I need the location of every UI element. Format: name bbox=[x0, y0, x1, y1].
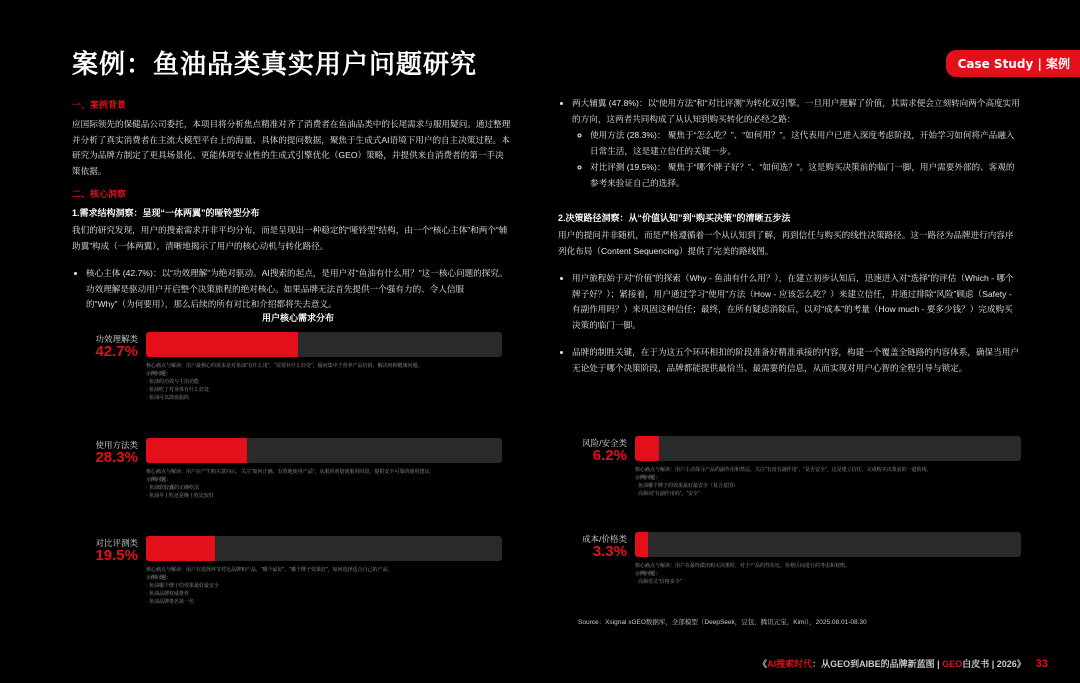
key-bullet: • 品牌的制胜关键，在于为这五个环环相扣的阶段准备好精准承接的内容，构建一个覆盖全链路的内容体系，确保当用户无论处于哪个决策阶段，品牌都能提供最恰当、最需要的信息，从而实现对用户心智的全程引导与锁定。 bbox=[572, 345, 1020, 376]
bar-note-line: · 鱼油的功效与主治功能 bbox=[146, 379, 200, 385]
bar-track bbox=[146, 438, 502, 463]
bar-note-line: · 鱼油早上吃还是晚上吃比较好 bbox=[146, 493, 215, 499]
bar-note-line: · 高频语义“价格多少” bbox=[635, 579, 682, 585]
bar-category-label: 成本/价格类 bbox=[582, 534, 627, 544]
compare-sub-bullet: ◦ 对比评测 (19.5%)： 聚焦于“哪个牌子好？”、“如何选？”。这是购买决策前的临门一脚，用户需要外部的、客观的参考来验证自己的选择。 bbox=[590, 160, 1020, 191]
section-background-heading: 一、案例背景 bbox=[72, 100, 127, 110]
bar-category-label: 功效理解类 bbox=[95, 334, 138, 344]
bar-note-line: 核心痛点与解读：用户在最终做出购买决策时，对于产品的性价比、价格区间进行的考虑和权衡。 bbox=[635, 563, 851, 569]
bar-note bbox=[635, 562, 1021, 586]
wings-bullet bbox=[572, 96, 1020, 191]
wings-bullet-text: 两大辅翼 (47.8%)：以“使用方法”和“对比评测”为转化双引擎。一旦用户理解了价值，其需求便会立刻转向两个高度实用的方向，这两者共同构成了从认知到购买转化的必经之路： bbox=[572, 98, 1020, 124]
bar-note-line: · 鱼油吃了对身体有什么好处 bbox=[146, 387, 210, 393]
footer-geo-part: GEO bbox=[942, 659, 963, 669]
core-bullet-list bbox=[72, 266, 512, 313]
bar-note-line: 示例问题： bbox=[146, 575, 172, 581]
bar-note-line: · 鱼油哪个牌子的效果最好最安全 bbox=[146, 583, 220, 589]
bar-note-line: 核心痛点与解读：用户最核心的需求是对鱼油“有什么用”、“需要补什么好处”，疑问集中于营养产品价值、解决何种健康问题。 bbox=[146, 363, 423, 369]
left-column bbox=[72, 96, 512, 314]
bar-note-line: · 鱼油哪个牌子的效果最好最安全（复合意图） bbox=[635, 483, 739, 489]
wings-bullet-list bbox=[558, 96, 1020, 191]
footer-suffix: 白皮书 | 2026》 bbox=[962, 659, 1026, 669]
bar-category-label: 风险/安全类 bbox=[582, 438, 627, 448]
insight2-paragraph: 用户的提问并非随机，而是严格遵循着一个从认知到了解，再到信任与购买的线性决策路径。这一路径为品牌进行内容序列化布局（Content Sequencing）提供了完美的路线图。 bbox=[558, 230, 1014, 256]
bar-note-line: 示例问题： bbox=[635, 571, 661, 577]
journey-bullet-list bbox=[558, 271, 1020, 333]
bar-note-line: 示例问题： bbox=[635, 475, 661, 481]
page-title: 案例：鱼油品类真实用户问题研究 bbox=[72, 50, 478, 80]
source-note: Source：Xsignal xGEO数据库，全部模型（DeepSeek，豆包，腾讯元宝，Kimi），2025.08.01-08.30 bbox=[578, 619, 867, 626]
bar-category-label: 对比评测类 bbox=[95, 538, 138, 548]
key-bullet-list bbox=[558, 345, 1020, 376]
wings-sub-list bbox=[572, 128, 1020, 191]
bar-note-line: 核心痛点与解读：用户在选择环节对比品牌和产品，“哪个最好”、“哪个牌子效果好”，如何选择适合自己的产品。 bbox=[146, 567, 393, 573]
case-study-badge: Case Study | 案例 bbox=[946, 50, 1080, 77]
bar-3 bbox=[146, 536, 215, 561]
background-paragraph: 应国际领先的保健品公司委托，本项目将分析焦点精准对齐了消费者在鱼油品类中的长尾需求与服用疑问。通过整理并分析了真实消费者在主流大模型平台上的海量、具体的提问数据，聚焦于生成式AI语境下用户的自主决策过程。本研究为品牌方制定了更具场景化、更能体现专业性的生成式引擎优化（GEO）策略，并提供来自消费者的第一手决策依据。 bbox=[72, 119, 511, 176]
section-insights-heading: 二、核心洞察 bbox=[72, 189, 127, 199]
bar-note-line: · 高频词“有副作用吗”、“安全” bbox=[635, 491, 700, 497]
bar-track bbox=[635, 436, 1021, 461]
bar-note bbox=[146, 566, 502, 606]
bar-note-line: 核心痛点与解读：用户主动探寻产品的副作用和禁忌，关注“有没有副作用”、“是否安全”，这是建立信任、完成购买决策前的一道防线。 bbox=[635, 467, 932, 473]
method-sub-bullet: ◦ 使用方法 (28.3%)： 聚焦于“怎么吃？”、“如何用？”。这代表用户已进入深度考虑阶段，开始学习如何将产品融入日常生活，这是建立信任的关键一步。 bbox=[590, 128, 1020, 159]
bar-note-line: 示例问题： bbox=[146, 477, 172, 483]
bar-track bbox=[146, 536, 502, 561]
insight1-heading: 1.需求结构洞察：呈现“一体两翼”的哑铃型分布 bbox=[72, 208, 260, 218]
right-column bbox=[558, 96, 1020, 377]
bar-note-line: 示例问题： bbox=[146, 371, 172, 377]
footer-middle: ：从GEO到AIBE的品牌新蓝图 | bbox=[812, 659, 943, 669]
bar-1 bbox=[146, 332, 298, 357]
bar-value-label: 19.5% bbox=[95, 547, 138, 564]
footer-prefix: 《 bbox=[758, 659, 768, 669]
footer-ai-part: AI搜索时代 bbox=[767, 659, 813, 669]
bar-note bbox=[146, 362, 502, 402]
bar-note-line: 核心痛点与解读：用户在产生购买意向后，关注“如何正确、有效地使用产品”，从服用剂量到服用时段，提供安全可靠的使用建议。 bbox=[146, 469, 435, 475]
bar-note bbox=[635, 466, 1021, 498]
bar-note-line: · 鱼油品牌排名第一名 bbox=[146, 599, 195, 605]
bar-note bbox=[146, 468, 502, 500]
bar-2 bbox=[146, 438, 247, 463]
bar-value-label: 28.3% bbox=[95, 449, 138, 466]
bar-2 bbox=[635, 532, 648, 557]
page-number: 33 bbox=[1035, 658, 1048, 670]
bar-track bbox=[146, 332, 502, 357]
insight1-paragraph: 我们的研究发现，用户的搜索需求并非平均分布，而是呈现出一种稳定的“哑铃型”结构，由一个“核心主体”和两个“辅助翼”构成（一体两翼），清晰地揭示了用户的核心动机与转化路径。 bbox=[72, 225, 508, 251]
bar-1 bbox=[635, 436, 659, 461]
bar-category-label: 使用方法类 bbox=[95, 440, 138, 450]
bar-value-label: 3.3% bbox=[592, 543, 627, 560]
bar-note-line: · 鱼油软胶囊的正确吃法 bbox=[146, 485, 200, 491]
bar-track bbox=[635, 532, 1021, 557]
journey-bullet: • 用户旅程始于对“价值”的探索（Why - 鱼油有什么用？），在建立初步认知后，迅速进入对“选择”的评估（Which - 哪个牌子好？）；紧接着，用户通过学习“使用”方法（How - 应该怎么吃？）来建立信任，并通过排除“风险”顾虑（Safety - 有副作用吗？）来巩固这种信任；最终，在所有疑虑消除后，以对“成本”的考量（How much - 要多少钱？）完成购买决策的临门一脚。 bbox=[572, 271, 1020, 333]
bar-value-label: 6.2% bbox=[592, 447, 627, 464]
bar-note-line: · 鱼油品牌权威推荐 bbox=[146, 591, 190, 597]
footer bbox=[758, 657, 1048, 670]
bar-value-label: 42.7% bbox=[95, 343, 138, 360]
insight2-heading: 2.决策路径洞察：从“价值认知”到“购买决策”的清晰五步法 bbox=[558, 213, 791, 223]
bar-note-line: · 鱼油可以降血脂吗 bbox=[146, 395, 190, 401]
core-bullet: • 核心主体 (42.7%)：以“功效理解”为绝对驱动。AI搜索的起点，是用户对“鱼油有什么用？”这一核心问题的探究。功效理解是驱动用户开启整个决策旅程的绝对核心。如果品牌无法首先提供一个强有力的、令人信服的“Why”（为何要用），那么后续的所有对比和介绍都将失去意义。 bbox=[86, 266, 512, 313]
chart-title: 用户核心需求分布 bbox=[261, 313, 334, 323]
